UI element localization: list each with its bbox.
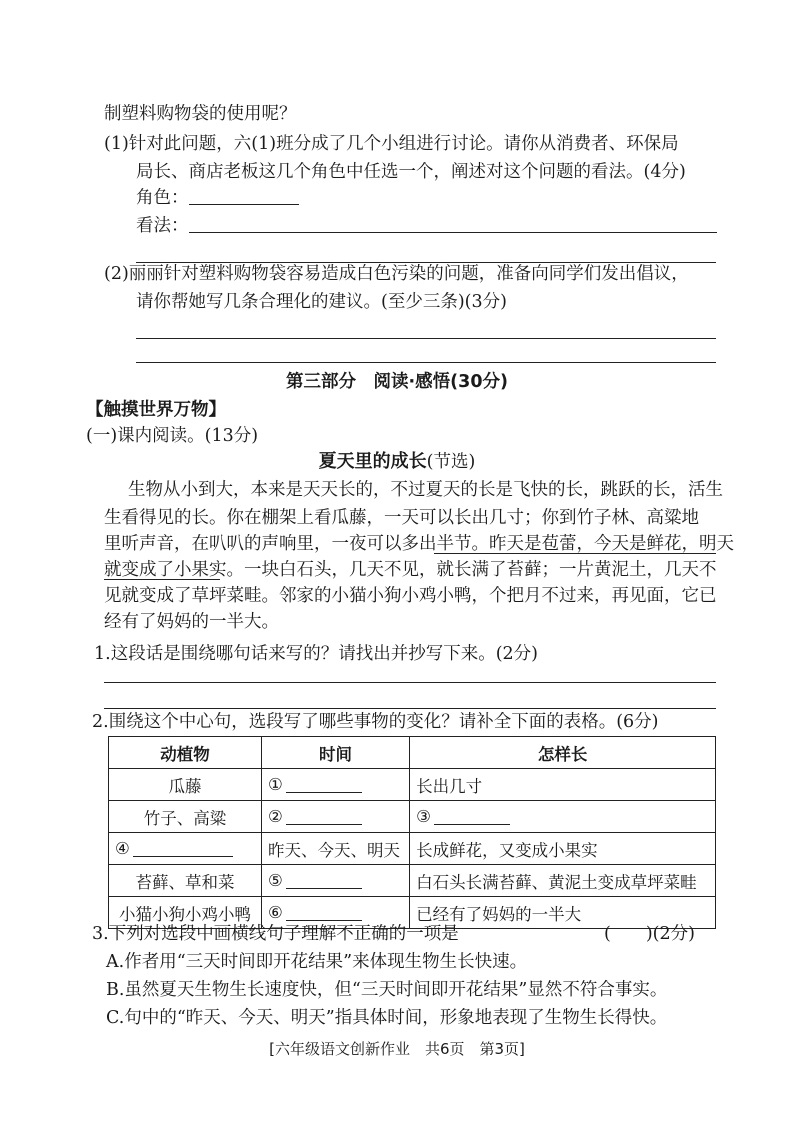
subquestion-2-line2: 请你帮她写几条合理化的建议。(至少三条)(3分) <box>136 292 507 312</box>
blank-number: ① <box>267 775 283 794</box>
column-header: 动植物 <box>109 737 262 769</box>
answer-blank[interactable] <box>286 872 362 889</box>
table-row <box>109 833 716 865</box>
passage-title-row <box>0 450 794 474</box>
view-blank[interactable] <box>189 214 717 233</box>
table-cell: 小猫小狗小鸡小鸭 <box>109 897 262 929</box>
passage-line: 生物从小到大，本来是天天长的，不过夏天的长是飞快的长，跳跃的长，活生 <box>128 480 723 500</box>
answer-blank[interactable] <box>133 840 233 857</box>
table-cell <box>261 769 409 801</box>
passage-title: 夏天里的成长 <box>318 451 427 472</box>
role-blank[interactable] <box>189 186 299 205</box>
answer-line[interactable] <box>136 362 716 363</box>
subsection-title: (一)课内阅读。(13分) <box>86 426 259 446</box>
subquestion-2-line1: (2)丽丽针对塑料购物袋容易造成白色污染的问题，准备向同学们发出倡议， <box>104 264 689 284</box>
answer-bracket[interactable]: ( )(2分) <box>604 924 695 944</box>
table-cell <box>261 865 409 897</box>
passage-line: 生看得见的长。你在棚架上看瓜藤，一天可以长出几寸；你到竹子林、高粱地 <box>104 508 699 528</box>
blank-number: ⑤ <box>267 871 283 890</box>
question-intro-tail: 制塑料购物袋的使用呢？ <box>104 104 297 124</box>
table-cell <box>261 801 409 833</box>
changes-table <box>108 736 716 929</box>
column-header: 怎样长 <box>410 737 716 769</box>
table-cell: 白石头长满苔藓、黄泥土变成草坪菜畦 <box>410 865 716 897</box>
answer-line[interactable] <box>104 708 716 709</box>
subquestion-1-line2: 局长、商店老板这几个角色中任选一个，阐述对这个问题的看法。(4分) <box>136 162 686 182</box>
question-2: 2.围绕这个中心句，选段写了哪些事物的变化？请补全下面的表格。(6分) <box>92 712 659 732</box>
blank-number: ④ <box>115 839 130 858</box>
answer-blank[interactable] <box>286 904 362 921</box>
passage-line: 就变成了小果实。一块白石头，几天不见，就长满了苔藓；一片黄泥土，几天不 <box>104 560 717 580</box>
blank-number: ③ <box>416 807 431 826</box>
table-row <box>109 769 716 801</box>
option-a: A.作者用“三天时间即开花结果”来体现生物生长快速。 <box>106 952 528 972</box>
answer-blank[interactable] <box>286 776 362 793</box>
table-cell: 长出几寸 <box>410 769 716 801</box>
table-cell: 苔藓、草和菜 <box>109 865 262 897</box>
view-label: 看法： <box>136 216 189 236</box>
table-row <box>109 801 716 833</box>
answer-line[interactable] <box>104 682 716 683</box>
table-cell: 瓜藤 <box>109 769 262 801</box>
role-field <box>136 186 299 210</box>
table-cell: 长成鲜花，又变成小果实 <box>410 833 716 865</box>
passage-line: 里听声音，在叭叭的声响里，一夜可以多出半节。昨天是苞蕾，今天是鲜花，明天 <box>104 534 734 554</box>
answer-blank[interactable] <box>286 808 362 825</box>
answer-line[interactable] <box>136 338 716 339</box>
question-3-stem: 3.下列对选段中画横线句子理解不正确的一项是 <box>92 924 459 944</box>
table-cell <box>109 833 262 865</box>
blank-number: ② <box>267 807 283 826</box>
section-tag: 【触摸世界万物】 <box>86 400 226 420</box>
answer-blank[interactable] <box>434 808 510 825</box>
part-three-title: 第三部分 阅读·感悟(30分) <box>286 372 508 392</box>
question-1: 1.这段话是围绕哪句话来写的？请找出并抄写下来。(2分) <box>94 644 538 664</box>
table-cell: 竹子、高粱 <box>109 801 262 833</box>
passage-line: 经有了妈妈的一半大。 <box>104 612 279 632</box>
view-field <box>136 214 717 238</box>
blank-number: ⑥ <box>267 903 283 922</box>
page-footer: [六年级语文创新作业 共6页 第3页] <box>269 1040 525 1058</box>
table-cell <box>410 801 716 833</box>
subquestion-1-line1: (1)针对此问题，六(1)班分成了几个小组进行讨论。请你从消费者、环保局 <box>104 134 679 154</box>
table-row <box>109 865 716 897</box>
column-header: 时间 <box>261 737 409 769</box>
table-cell: 已经有了妈妈的一半大 <box>410 897 716 929</box>
option-c: C.句中的“昨天、今天、明天”指具体时间，形象地表现了生物生长得快。 <box>106 1008 668 1028</box>
table-cell: 昨天、今天、明天 <box>261 833 409 865</box>
option-b: B.虽然夏天生物生长速度快，但“三天时间即开花结果”显然不符合事实。 <box>106 980 668 1000</box>
role-label: 角色： <box>136 188 189 208</box>
passage-line: 见就变成了草坪菜畦。邻家的小猫小狗小鸡小鸭，个把月不过来，再见面，它已 <box>104 586 717 606</box>
passage-title-note: (节选) <box>426 452 476 472</box>
marked-sentence-underline <box>104 579 220 580</box>
marked-sentence-underline <box>434 553 716 554</box>
table-header-row <box>109 737 716 769</box>
